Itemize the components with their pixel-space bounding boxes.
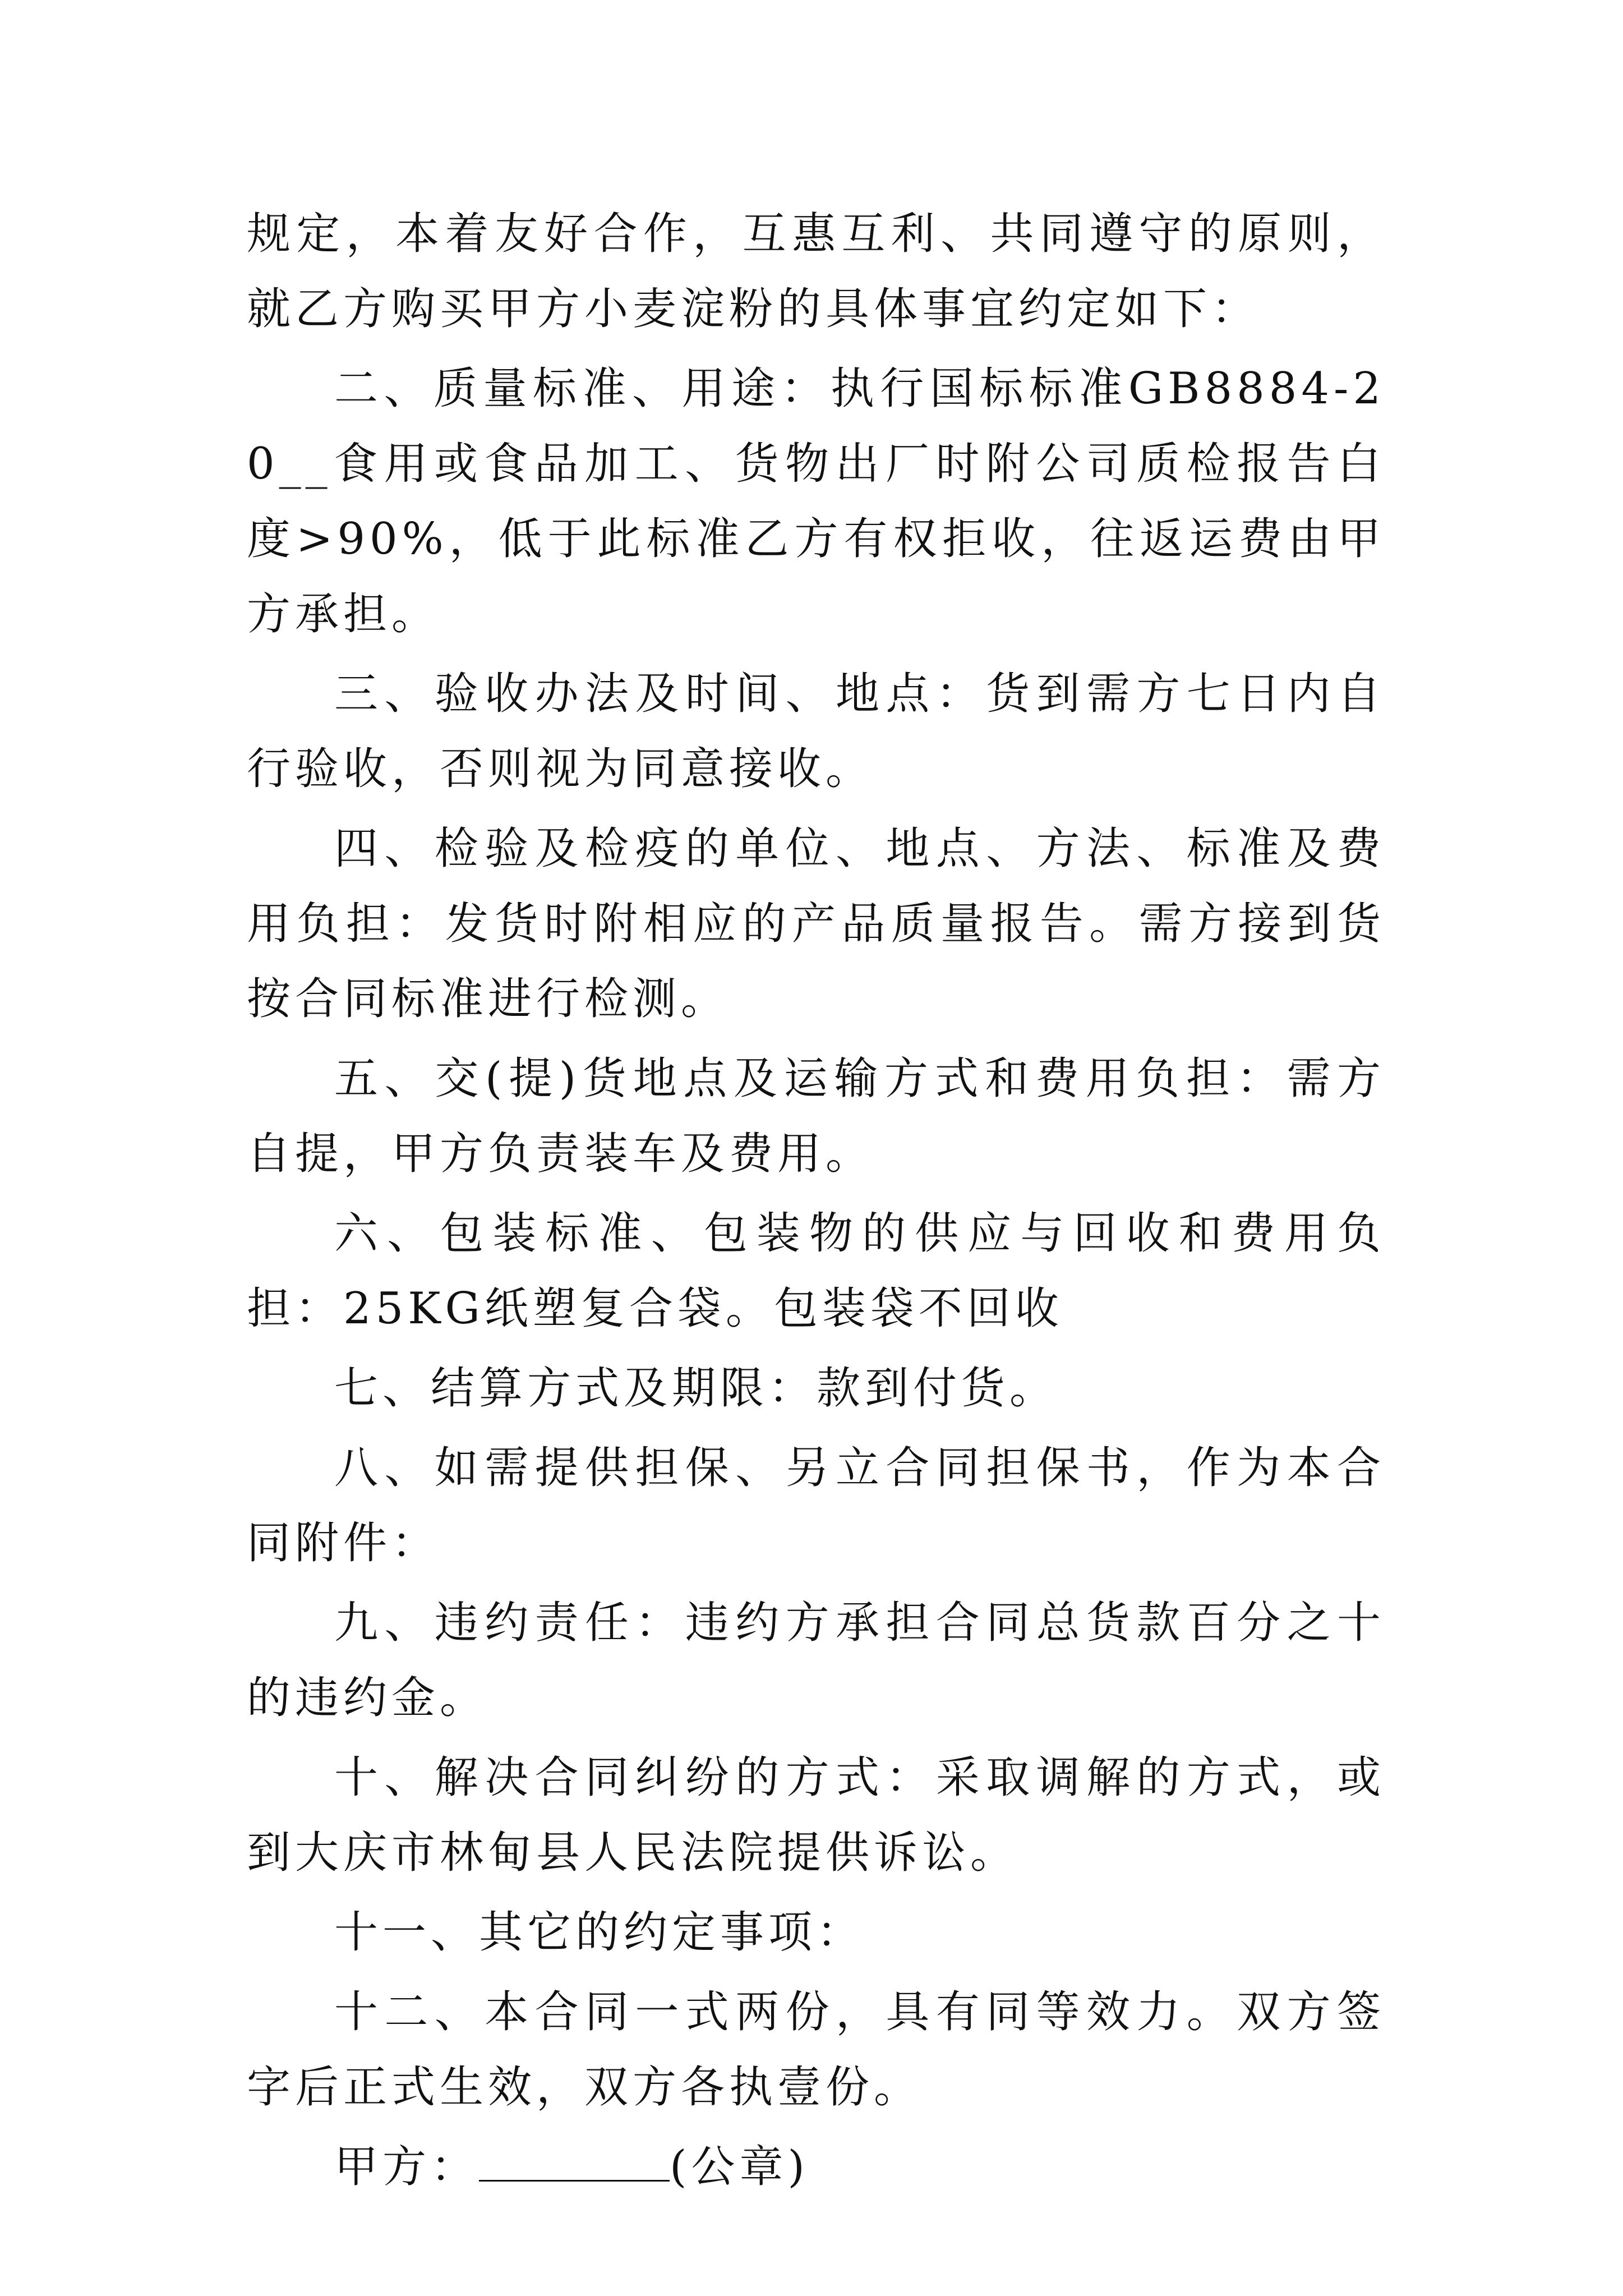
party-a-label: 甲方：: [334, 2142, 479, 2192]
contract-body: [247, 196, 1385, 2205]
paragraph-acceptance: 三、验收办法及时间、地点：货到需方七日内自行验收，否则视为同意接收。: [247, 669, 1385, 794]
paragraph-quality-standard: 二、质量标准、用途：执行国标标准GB8884-20__食用或食品加工、货物出厂时附公司质检报告白度>90%，低于此标准乙方有权拒收，往返运费由甲方承担。: [247, 364, 1385, 639]
paragraph-dispute: 十、解决合同纠纷的方式：采取调解的方式，或到大庆市林甸县人民法院提供诉讼。: [247, 1752, 1385, 1878]
paragraph-other-matters: 十一、其它的约定事项：: [334, 1907, 865, 1958]
paragraph-settlement: 七、结算方式及期限：款到付货。: [334, 1363, 1058, 1414]
party-a-signature-line: [247, 2129, 1385, 2205]
paragraph-delivery: 五、交(提)货地点及运输方式和费用负担：需方自提，甲方负责装车及费用。: [247, 1053, 1385, 1179]
paragraph-inspection: 四、检验及检疫的单位、地点、方法、标准及费用负担：发货时附相应的产品质量报告。需方接到货按合同标准进行检测。: [247, 823, 1385, 1024]
paragraph-packaging: 六、包装标准、包装物的供应与回收和费用负担：25KG纸塑复合袋。包装袋不回收: [247, 1208, 1385, 1334]
official-seal-label: (公章): [670, 2142, 809, 2192]
paragraph-guarantee: 八、如需提供担保、另立合同担保书，作为本合同附件：: [247, 1443, 1385, 1568]
paragraph-intro: 规定，本着友好合作，互惠互利、共同遵守的原则，就乙方购买甲方小麦淀粉的具体事宜约定如下：: [247, 209, 1385, 334]
paragraph-copies: 十二、本合同一式两份，具有同等效力。双方签字后正式生效，双方各执壹份。: [247, 1987, 1385, 2113]
paragraph-liability: 九、违约责任：违约方承担合同总货款百分之十的违约金。: [247, 1598, 1385, 1723]
signature-blank[interactable]: [479, 2141, 670, 2182]
